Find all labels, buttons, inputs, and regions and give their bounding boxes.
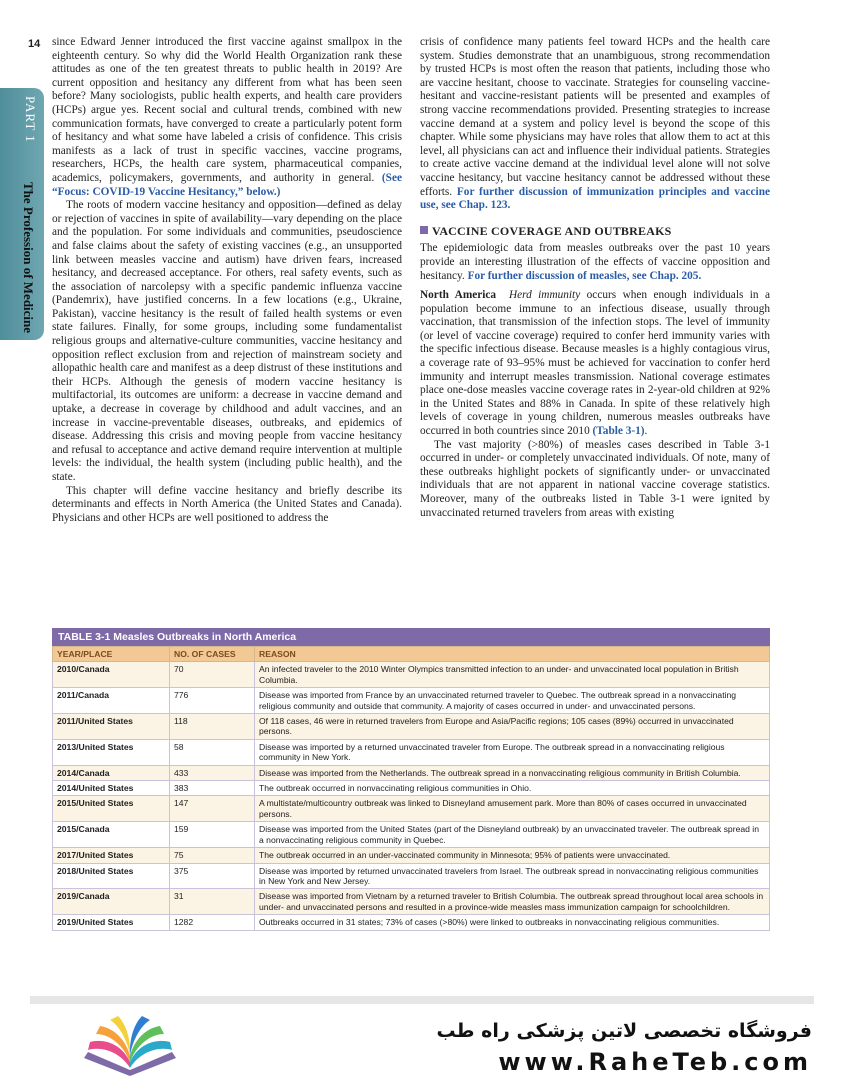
reason-cell: Of 118 cases, 46 were in returned travelers from Europe and Asia/Pacific regions; 105 cases (89%) occurred in unvaccinated persons. bbox=[255, 714, 770, 740]
cases-cell: 383 bbox=[170, 781, 255, 796]
page-number: 14 bbox=[28, 38, 41, 50]
paragraph-text: since Edward Jenner introduced the first vaccine against smallpox in the eighteenth century. So why did the World Health Organization rank these attitudes as one of the ten greatest threats to public health in 2019? Are current opposition and hesitancy any different from what has been seen before? Many sociologists, public health experts, and health care providers (HCPs) argue yes. Recent social and cultural trends, combined with new communication formats, have converged to create a particularly potent form of hesitancy and what some have labeled a crisis of confidence. This crisis manifests as a lack of trust in specific vaccines, vaccine programs, researchers, HCPs, the health care system, pharmaceutical companies, academics, policymakers, governments, and authority in general. bbox=[52, 36, 402, 184]
cases-cell: 433 bbox=[170, 765, 255, 780]
column-header: YEAR/PLACE bbox=[53, 647, 170, 662]
table-row bbox=[53, 688, 770, 714]
table-row bbox=[53, 863, 770, 889]
cases-cell: 159 bbox=[170, 822, 255, 848]
paragraph-text: The epidemiologic data from measles outbreaks over the past 10 years provide an interesting illustration of the effects of vaccine opposition and hesitancy. bbox=[420, 242, 770, 282]
footer-banner bbox=[0, 1004, 844, 1080]
year-place-cell: 2019/United States bbox=[53, 915, 170, 930]
paragraph: The vast majority (>80%) of measles cases described in Table 3-1 occurred in under- or completely unvaccinated individuals. Of note, many of these outbreaks highlight pockets of significantly under- or unvaccinated individuals that are not apparent in national vaccine coverage statistics. Moreover, many of the outbreaks listed in Table 3-1 were ignited by unvaccinated returned travelers from areas with existing bbox=[420, 438, 770, 519]
outbreak-table bbox=[52, 646, 770, 931]
running-title: The Profession of Medicine bbox=[21, 182, 36, 334]
table-header-row bbox=[53, 647, 770, 662]
left-column bbox=[52, 36, 402, 525]
column-header: REASON bbox=[255, 647, 770, 662]
cases-cell: 147 bbox=[170, 796, 255, 822]
reason-cell: Disease was imported from France by an unvaccinated returned traveler to Quebec. The outbreak spread in a nonvaccinating religious community and outside that community. A majority of cases occurred in under- and unvaccinated persons. bbox=[255, 688, 770, 714]
italic-term: Herd immunity bbox=[508, 289, 581, 302]
reason-cell: The outbreak occurred in nonvaccinating religious communities in Ohio. bbox=[255, 781, 770, 796]
paragraph bbox=[420, 36, 770, 213]
paragraph: This chapter will define vaccine hesitancy and briefly describe its determinants and effects in North America (the United States and Canada). Physicians and other HCPs are well positioned to address the bbox=[52, 484, 402, 524]
table-row bbox=[53, 915, 770, 930]
reason-cell: Outbreaks occurred in 31 states; 73% of cases (>80%) were linked to outbreaks in nonvaccinating religious communities. bbox=[255, 915, 770, 930]
table-row bbox=[53, 889, 770, 915]
reason-cell: Disease was imported from the Netherlands. The outbreak spread in a nonvaccinating religious community in British Columbia. bbox=[255, 765, 770, 780]
paragraph bbox=[420, 242, 770, 283]
punctuation: . bbox=[644, 425, 648, 438]
year-place-cell: 2010/Canada bbox=[53, 662, 170, 688]
table-reference-link[interactable]: (Table 3-1) bbox=[592, 425, 645, 438]
cases-cell: 776 bbox=[170, 688, 255, 714]
paragraph bbox=[420, 289, 770, 439]
year-place-cell: 2014/United States bbox=[53, 781, 170, 796]
store-url[interactable]: www.RaheTeb.com bbox=[498, 1048, 812, 1076]
scan-edge bbox=[30, 996, 814, 1004]
reason-cell: A multistate/multicountry outbreak was linked to Disneyland amusement park. More than 80% of cases occurred in unvaccinated persons. bbox=[255, 796, 770, 822]
year-place-cell: 2013/United States bbox=[53, 739, 170, 765]
measles-table bbox=[52, 628, 770, 994]
section-heading-text: VACCINE COVERAGE AND OUTBREAKS bbox=[432, 223, 672, 238]
reason-cell: Disease was imported by a returned unvaccinated traveler from Europe. The outbreak spread in a nonvaccinating religious community in New York. bbox=[255, 739, 770, 765]
reason-cell: The outbreak occurred in an under-vaccinated community in Minnesota; 95% of patients were unvaccinated. bbox=[255, 848, 770, 863]
reason-cell: Disease was imported from the United States (part of the Disneyland outbreak) by an unvaccinated traveler. The outbreak spread in a nonvaccinating religious community in Quebec. bbox=[255, 822, 770, 848]
cross-reference-link[interactable]: (See “Focus: COVID-19 Vaccine Hesitancy,” below.) bbox=[52, 171, 402, 198]
cross-reference-link[interactable]: For further discussion of measles, see Chap. 205. bbox=[467, 269, 702, 282]
paragraph bbox=[52, 36, 402, 199]
cases-cell: 70 bbox=[170, 662, 255, 688]
year-place-cell: 2017/United States bbox=[53, 848, 170, 863]
reason-cell: Disease was imported by returned unvaccinated travelers from Israel. The outbreak spread in nonvaccinating religious communities in New York and New Jersey. bbox=[255, 863, 770, 889]
table-row bbox=[53, 822, 770, 848]
year-place-cell: 2018/United States bbox=[53, 863, 170, 889]
table-row bbox=[53, 739, 770, 765]
year-place-cell: 2011/United States bbox=[53, 714, 170, 740]
cases-cell: 1282 bbox=[170, 915, 255, 930]
square-bullet-icon bbox=[420, 226, 428, 234]
table-row bbox=[53, 662, 770, 688]
cases-cell: 118 bbox=[170, 714, 255, 740]
column-header: NO. OF CASES bbox=[170, 647, 255, 662]
run-in-heading: North America bbox=[420, 289, 497, 302]
right-column bbox=[420, 36, 770, 520]
table-row bbox=[53, 765, 770, 780]
year-place-cell: 2014/Canada bbox=[53, 765, 170, 780]
year-place-cell: 2015/United States bbox=[53, 796, 170, 822]
table-row bbox=[53, 714, 770, 740]
book-logo-icon bbox=[80, 1012, 180, 1078]
year-place-cell: 2019/Canada bbox=[53, 889, 170, 915]
paragraph-text: occurs when enough individuals in a population become immune to an infectious disease, usually through vaccination, that transmission of the infection stops. The level of immunity (or level of vaccine coverage) required to confer herd immunity varies with the specific infectious disease. Because measles is a highly contagious virus, a coverage rate of 93–95% must be achieved for vaccination to confer herd immunity and interrupt measles transmission. National coverage estimates place one-dose measles vaccine coverage rates in 2-year-old children at 92% in the United States and 88% in Canada. In spite of these relatively high levels of coverage in young children, numerous measles outbreaks have occurred in both countries since 2010 bbox=[420, 289, 771, 438]
reason-cell: Disease was imported from Vietnam by a returned traveler to British Columbia. The outbreak spread throughout local area schools in under- and unvaccinated persons and resulted in a province-wide measles mass immunization campaign for schoolchildren. bbox=[255, 889, 770, 915]
cross-reference-link[interactable]: For further discussion of immunization principles and vaccine use, see Chap. 123. bbox=[420, 185, 770, 212]
reason-cell: An infected traveler to the 2010 Winter Olympics transmitted infection to an under- and unvaccinated local population in British Columbia. bbox=[255, 662, 770, 688]
part-label: PART 1 bbox=[23, 96, 38, 143]
paragraph-text: crisis of confidence many patients feel toward HCPs and the health care system. Studies demonstrate that an unambiguous, strong recommendation by trusted HCPs is most often the reason that patients, including those who are vaccine hesitant, choose to vaccinate. Strategies for counseling vaccine-hesitant and vaccine-resistant patients will be presented and examples of strong vaccine recommendations provided. Presenting strategies to increase vaccine demand at a system and policy level is beyond the scope of this chapter. While some physicians may have roles that allow them to act at this level, all physicians can act and influence their individual patients. Strategies to create active vaccine demand at the individual level alone will not solve vaccine hesitancy, but vaccine hesitancy cannot be addressed without these efforts. bbox=[420, 36, 770, 198]
year-place-cell: 2011/Canada bbox=[53, 688, 170, 714]
cases-cell: 75 bbox=[170, 848, 255, 863]
paragraph: The roots of modern vaccine hesitancy and opposition—defined as delay or rejection of vaccines in spite of availability—vary depending on the place and the population. For some individuals and communities, pseudoscience and false claims about the safety of existing vaccines (e.g., an unsupported link between measles vaccine and autism) have driven fears, increased hesitancy, and decreased acceptance. For others, real safety events, such as the association of narcolepsy with a specific pandemic influenza vaccine (Pandemrix), have justified concerns. In a few locations (e.g., Ukraine, Pakistan), vaccine hesitancy is the result of failed health systems or even state failures. Finally, for some groups, including some fundamentalist religious groups and alternative-culture communities, vaccine hesitancy and opposition reflect exclusion from and rejection of mainstream society and allopathic health care and manifest as a deep distrust of these institutions and their HCPs. Although the genesis of modern vaccine hesitancy is multifactorial, its outcomes are uniform: a decrease in vaccine demand and uptake, a decrease in coverage by childhood and adult vaccines, and an increase in vaccine-preventable diseases, outbreaks, and epidemics of disease. Addressing this crisis and moving people from vaccine hesitancy and refusal to acceptance and active demand require intervention at multiple levels: the individual, the health system (including public health), and the state. bbox=[52, 199, 402, 483]
year-place-cell: 2015/Canada bbox=[53, 822, 170, 848]
section-heading bbox=[420, 225, 770, 239]
store-name: فروشگاه تخصصی لاتین پزشکی راه طب bbox=[436, 1020, 812, 1042]
table-caption: TABLE 3-1 Measles Outbreaks in North America bbox=[52, 628, 770, 646]
table-row bbox=[53, 848, 770, 863]
table-row bbox=[53, 781, 770, 796]
cases-cell: 31 bbox=[170, 889, 255, 915]
cases-cell: 58 bbox=[170, 739, 255, 765]
table-row bbox=[53, 796, 770, 822]
cases-cell: 375 bbox=[170, 863, 255, 889]
